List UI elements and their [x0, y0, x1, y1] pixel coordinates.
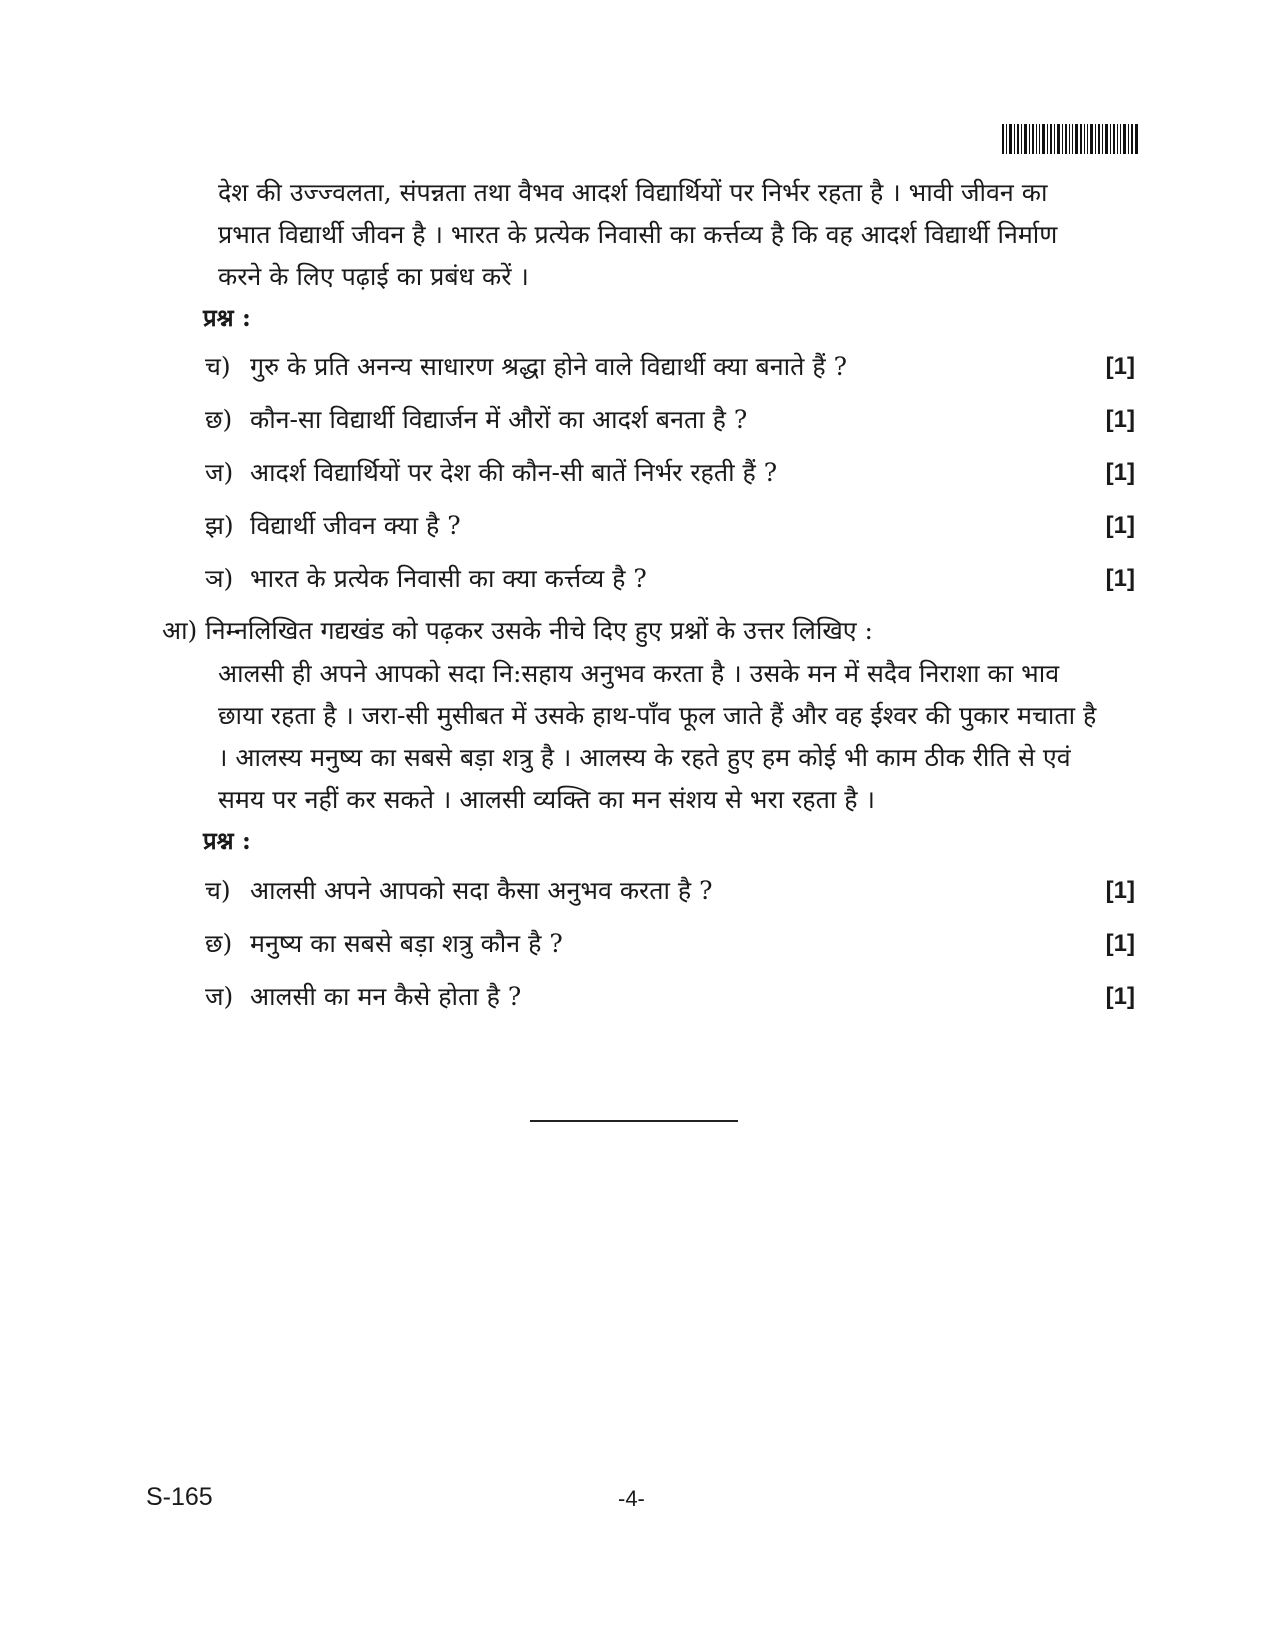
question-marks: [1] [1105, 565, 1135, 592]
question-text: आदर्श विद्यार्थियों पर देश की कौन-सी बातें निर्भर रहती हैं ? [250, 458, 778, 487]
question-label: झ) [205, 511, 234, 540]
question-text: भारत के प्रत्येक निवासी का क्या कर्त्तव्य है ? [250, 564, 647, 593]
passage-2: आलसी ही अपने आपको सदा नि:सहाय अनुभव करता है । उसके मन में सदैव निराशा का भाव छाया रहता है । जरा-सी मुसीबत में उसके हाथ-पाँव फूल जाते हैं और वह ईश्वर की पुकार मचाता है । आलस्य मनुष्य का सबसे बड़ा शत्रु है । आलस्य के रहते हुए हम कोई भी काम ठीक रीति से एवं समय पर नहीं कर सकते । आलसी व्यक्ति का मन संशय से भरा रहता है । [218, 659, 1097, 814]
question-row [205, 453, 1135, 493]
question-marks: [1] [1105, 930, 1135, 957]
question-label: च) [205, 876, 231, 905]
question-text: विद्यार्थी जीवन क्या है ? [250, 511, 461, 540]
question-marks: [1] [1105, 406, 1135, 433]
questions-heading-1: प्रश्न : [203, 303, 251, 332]
question-row [205, 871, 1135, 911]
question-label: छ) [205, 405, 233, 434]
section-instruction: निम्नलिखित गद्यखंड को पढ़कर उसके नीचे दिए हुए प्रश्नों के उत्तर लिखिए : [205, 616, 873, 645]
question-text: आलसी अपने आपको सदा कैसा अनुभव करता है ? [250, 876, 713, 905]
question-marks: [1] [1105, 353, 1135, 380]
passage-1-end: देश की उज्ज्वलता, संपन्नता तथा वैभव आदर्श विद्यार्थियों पर निर्भर रहता है । भावी जीवन का प्रभात विद्यार्थी जीवन है । भारत के प्रत्येक निवासी का कर्त्तव्य है कि वह आदर्श विद्यार्थी निर्माण करने के लिए पढ़ाई का प्रबंध करें । [218, 178, 1058, 291]
question-text: आलसी का मन कैसे होता है ? [250, 982, 522, 1011]
question-text: गुरु के प्रति अनन्य साधारण श्रद्धा होने वाले विद्यार्थी क्या बनाते हैं ? [250, 352, 847, 381]
question-label: ञ) [205, 564, 234, 593]
question-marks: [1] [1105, 459, 1135, 486]
footer-page-number: -4- [618, 1486, 645, 1511]
question-row [205, 559, 1135, 599]
question-row [205, 347, 1135, 387]
question-row [205, 977, 1135, 1017]
question-label: छ) [205, 929, 233, 958]
question-text: कौन-सा विद्यार्थी विद्यार्जन में औरों का आदर्श बनता है ? [250, 405, 748, 434]
question-label: च) [205, 352, 231, 381]
question-marks: [1] [1105, 877, 1135, 904]
question-marks: [1] [1105, 512, 1135, 539]
question-row [205, 506, 1135, 546]
barcode [1002, 124, 1138, 154]
question-row [205, 400, 1135, 440]
questions-heading-2: प्रश्न : [203, 826, 251, 855]
end-divider [530, 1120, 738, 1122]
question-text: मनुष्य का सबसे बड़ा शत्रु कौन है ? [250, 929, 563, 958]
question-label: ज) [205, 982, 234, 1011]
section-aa-instruction [162, 611, 873, 651]
question-label: ज) [205, 458, 234, 487]
section-label: आ) [162, 616, 198, 645]
question-marks: [1] [1105, 983, 1135, 1010]
footer-paper-code: S-165 [146, 1483, 213, 1511]
question-row [205, 924, 1135, 964]
